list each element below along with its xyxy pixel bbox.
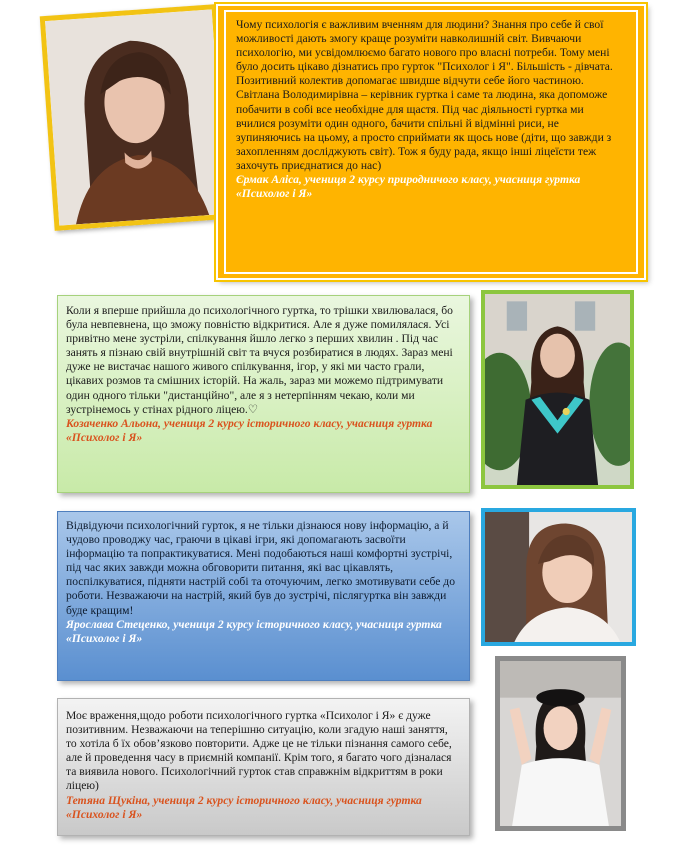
student-photo-2 [481,290,634,489]
testimonial-card-1 [216,4,646,280]
student-photo-3 [481,508,636,646]
testimonial-signature: Тетяна Щукіна, учениця 2 курсу історичного класу, учасниця гуртка «Психолог і Я» [66,793,422,821]
testimonial-signature: Єрмак Аліса, учениця 2 курсу природничого класу, учасниця гуртка «Психолог і Я» [236,173,581,201]
testimonial-card-4 [57,698,470,836]
testimonial-card-2 [57,295,470,493]
testimonial-signature: Козаченко Альона, учениця 2 курсу історичного класу, учасниця гуртка «Психолог і Я» [66,416,433,444]
testimonial-signature: Ярослава Стеценко, учениця 2 курсу історичного класу, учасниця гуртка «Психолог і Я» [66,617,442,645]
testimonial-text: Моє враження,щодо роботи психологічного гуртка «Психолог і Я» є дуже позитивним. Незважаючи на теперішню ситуацію, коли згадую наші заняття, то хотіла б їх обов’язково повторити. Адже це не тільки пізнання самого себе, але й проведення часу в приємній компанії. Крім того, я багато чого дізналася та виявила нового. Психологічний гурток став справжнім відкриттям в роки ліцею) [66,709,452,793]
student-photo-4 [495,656,626,831]
student-photo-1 [40,4,232,231]
testimonial-card-3 [57,511,470,681]
testimonial-text: Відвідуючи психологічний гурток, я не тільки дізнаюся нову інформацію, а й чудово проводжу час, граючи в цікаві ігри, які допомагають засвоїти інформацію та попрактикуватися. Мені подобаються наші комфортні зустрічі, під час яких завжди можна обговорити питання, які вас цікавлять, поспілкуватися, підняти настрій собі та оточуючим, легко змотивувати себе до роботи. Незважаючи на настрій, який був до зустрічі, післягуртка він завжди буде кращим! [66,519,455,617]
testimonial-text: Чому психологія є важливим вченням для людини? Знання про себе й свої можливості дають змогу краще розуміти навколишній світ. Вивчаючи психологію, ми усвідомлюємо багато нового про власні потреби. Тому мені було досить цікаво дізнатись про гурток "Психолог і Я". Більшість - дівчата. Позитивний колектив допомагає швидше відчути себе його частиною. Світлана Володимирівна – керівник гуртка і саме та людина, яка допоможе побачити в собі все необхідне для щастя. Під час діяльності гуртка ми вчилися розуміти один одного, бачити спільні й відмінні риси, не зупиняючись на цьому, а просто сприймати як щось нове (діти, що завжди з захопленням досліджують світ). Тож я буду рада, якщо інші ліцеїсти теж захочуть приєднатися до нас) [236,18,613,172]
testimonial-text: Коли я вперше прийшла до психологічного гуртка, то трішки хвилювалася, бо була невпевнена, що зможу повністю відкритися. Але я дуже помилялася. Усі привітно мене зустріли, спілкування йшло легко з перших хвилин . Під час занять я пізнаю свій внутрішній світ та вчуся розбиратися в людях. Зараз мені дуже не вистачає нашого живого спілкування, ігор, у які ми часто грали, цікавих розмов та смішних історій. На жаль, зараз ми можемо підтримувати один одного тільки "дистанційно", але я з нетерпінням чекаю, коли ми зустрінемось у стінах рідного ліцею.♡ [66,304,453,416]
